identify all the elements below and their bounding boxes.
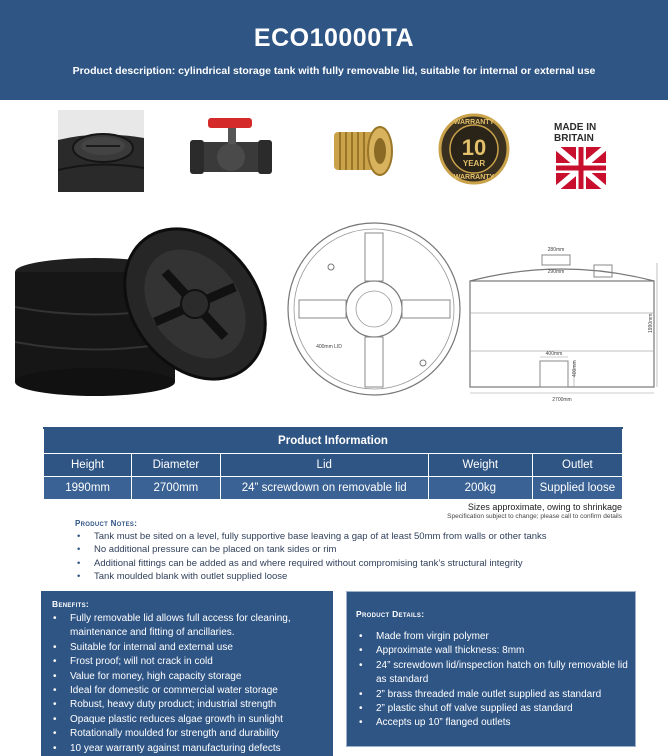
list-item: • Ideal for domestic or commercial water storage bbox=[50, 684, 332, 698]
svg-text:BRITAIN: BRITAIN bbox=[554, 133, 594, 144]
list-item: • Made from virgin polymer bbox=[356, 630, 631, 644]
col-header-diameter: Diameter bbox=[132, 454, 220, 477]
list-item: • 10 year warranty against manufacturing defects bbox=[50, 742, 332, 756]
col-header-weight: Weight bbox=[428, 454, 532, 477]
svg-text:MADE IN: MADE IN bbox=[554, 122, 597, 133]
product-details-panel bbox=[346, 591, 636, 747]
svg-text:WARRANTY: WARRANTY bbox=[453, 174, 495, 181]
header-banner bbox=[0, 0, 668, 100]
svg-text:YEAR: YEAR bbox=[462, 159, 486, 168]
product-info-table bbox=[43, 427, 623, 500]
shrinkage-disclaimer: Sizes approximate, owing to shrinkage bbox=[467, 502, 622, 512]
list-item: • Fully removable lid allows full access for cleaning, maintenance and fitting of ancillaries. bbox=[50, 612, 332, 641]
col-header-outlet: Outlet bbox=[532, 454, 622, 477]
product-details-title: Product Details: bbox=[356, 609, 425, 619]
list-item: • Value for money, high capacity storage bbox=[50, 670, 332, 684]
benefits-title: Benefits: bbox=[52, 599, 90, 609]
list-item: • 2” brass threaded male outlet supplied as standard bbox=[356, 688, 631, 702]
warranty-badge-icon bbox=[436, 110, 522, 192]
svg-text:400mm: 400mm bbox=[572, 360, 578, 377]
list-item: • 24” screwdown lid/inspection hatch on fully removable lid as standard bbox=[356, 659, 631, 688]
tank-lid-closeup-image bbox=[58, 110, 144, 192]
list-item: • No additional pressure can be placed on tank sides or rim bbox=[75, 543, 635, 556]
tank-top-view-drawing bbox=[285, 215, 463, 403]
product-notes-list bbox=[75, 530, 635, 583]
list-item: • Suitable for internal and external use bbox=[50, 641, 332, 655]
list-item: • 2” plastic shut off valve supplied as standard bbox=[356, 702, 631, 716]
value-weight: 200kg bbox=[428, 477, 532, 500]
svg-text:280mm: 280mm bbox=[547, 247, 565, 253]
list-item: • Robust, heavy duty product; industrial strength bbox=[50, 698, 332, 712]
list-item: • Approximate wall thickness: 8mm bbox=[356, 644, 631, 658]
shut-off-valve-image bbox=[188, 110, 274, 192]
svg-text:400mm LID: 400mm LID bbox=[316, 344, 342, 350]
svg-text:2700mm: 2700mm bbox=[552, 397, 572, 403]
list-item: • Accepts up 10” flanged outlets bbox=[356, 716, 631, 730]
tank-side-view-drawing bbox=[462, 243, 662, 408]
value-diameter: 2700mm bbox=[132, 477, 220, 500]
svg-text:1990mm: 1990mm bbox=[648, 313, 654, 333]
benefits-list bbox=[50, 612, 332, 756]
brass-outlet-image bbox=[318, 110, 404, 192]
svg-text:290mm: 290mm bbox=[547, 269, 565, 275]
value-outlet: Supplied loose bbox=[532, 477, 622, 500]
benefits-panel bbox=[41, 591, 333, 756]
list-item: • Opaque plastic reduces algae growth in sunlight bbox=[50, 713, 332, 727]
value-lid: 24” screwdown on removable lid bbox=[220, 477, 428, 500]
list-item: • Frost proof; will not crack in cold bbox=[50, 655, 332, 669]
list-item: • Tank moulded blank with outlet supplied loose bbox=[75, 570, 635, 583]
product-description: Product description: cylindrical storage tank with fully removable lid, suitable for internal or external use bbox=[72, 65, 596, 77]
svg-text:10: 10 bbox=[461, 135, 487, 160]
col-header-lid: Lid bbox=[220, 454, 428, 477]
spec-disclaimer: Specification subject to change; please call to confirm details bbox=[447, 513, 622, 520]
svg-text:WARRANTY: WARRANTY bbox=[453, 119, 495, 126]
list-item: • Rotationally moulded for strength and durability bbox=[50, 727, 332, 741]
svg-text:400mm: 400mm bbox=[545, 351, 563, 357]
made-in-britain-logo bbox=[552, 110, 612, 192]
list-item: • Additional fittings can be added as and where required without compromising tank’s structural integrity bbox=[75, 557, 635, 570]
product-title: ECO10000TA bbox=[253, 24, 415, 52]
value-height: 1990mm bbox=[44, 477, 132, 500]
col-header-height: Height bbox=[44, 454, 132, 477]
list-item: • Tank must be sited on a level, fully supportive base leaving a gap of at least 50mm from walls or other tanks bbox=[75, 530, 635, 543]
product-info-title: Product Information bbox=[44, 428, 623, 454]
tank-photo bbox=[15, 212, 275, 402]
product-notes-title: Product Notes: bbox=[75, 519, 138, 528]
product-details-list bbox=[356, 630, 631, 731]
